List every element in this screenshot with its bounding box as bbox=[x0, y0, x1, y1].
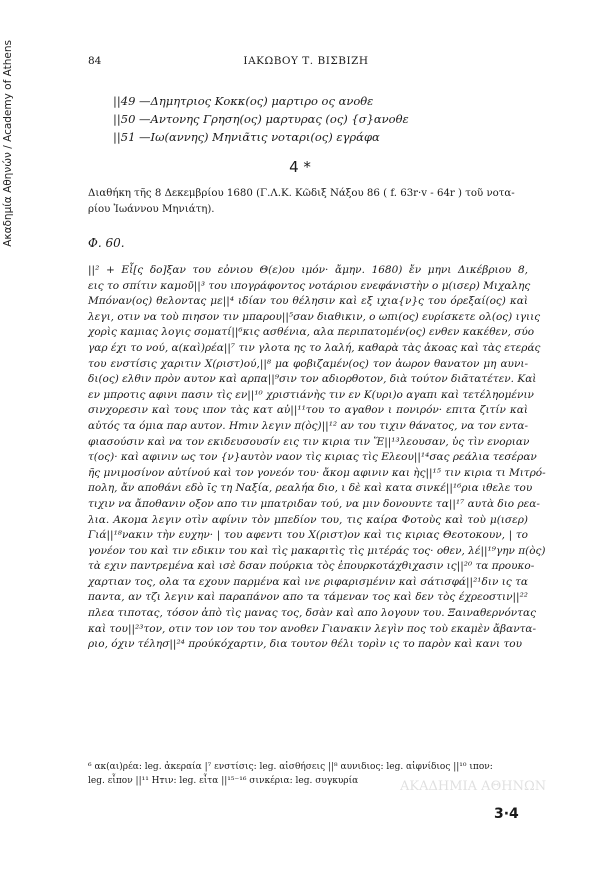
signature-line: ||50 —Αντονης Γρηση(ος) μαρτυρας (ος) {σ}ανοθε bbox=[113, 112, 409, 126]
body-line: λια. Ακομα λεγιν οτὶν αφίνιν τὸν μπεδίον του, τις καίρα Φοτοὺς καὶ τοὺ μ(ισερ) bbox=[88, 513, 528, 526]
body-line: χαρτιαν τος, ολα τα εχουν παρμένα καὶ ινε ριφαρισμένιν καὶ σάτισφά||²¹διν ις τα bbox=[88, 575, 528, 588]
body-line: Γιά||¹⁸νακιν τὴν ευχην· | του αφεντι του Χ(ριστ)ον καὶ τις κιριας Θεοτοκουν, | το bbox=[88, 529, 528, 542]
body-line: χορὶς καμιας λογις σοματί||⁶κις ασθένια, αλα περιπατομέν(ος) ενθεν κακέθεν, σύο bbox=[88, 326, 535, 339]
description-line: Διαθήκη τῆς 8 Δεκεμβρίου 1680 (Γ.Λ.Κ. Κῶδιξ Νάξου 86 ( f. 63r·v - 64r ) τοῦ νοτα- bbox=[88, 188, 515, 199]
section-id: Φ. 60. bbox=[88, 236, 125, 250]
body-line: πλεα τιποτας, τόσον ἀπὸ τὶς μανας τος, δσὰν καὶ απο λογουν του. Ξαιναθερνόντας bbox=[88, 607, 536, 620]
seal-text: ΑΚΑΔΗΜΙΑ ΑΘΗΝΩΝ bbox=[400, 779, 547, 794]
page-number: 84 bbox=[88, 55, 102, 67]
body-line: καὶ του||²³τον, οτιν τον ιον του τον ανοθεν Γιανακιν λεγὶν πος τοὺ εκαμὲν ἄβαντα- bbox=[88, 622, 537, 635]
footer-code: 3·4 bbox=[494, 806, 519, 822]
body-line: Μπόναν(ος) θελοντας με||⁴ ιδίαν του θέλησιν καὶ εξ ιχια{ν}ς του όρεξαί(ος) καὶ bbox=[88, 295, 528, 308]
body-line: του ενστίσις χαριτιν Χ(ριστ)ού,||⁸ μα φοβιζαμέν(ος) τον ἀωρον θανατον μη αυνι- bbox=[88, 357, 528, 370]
description-line: ρίου Ἰωάννου Μηνιάτη). bbox=[88, 203, 215, 215]
academy-seal-watermark bbox=[400, 770, 550, 800]
body-line: τὰ εχιν παντρεμένα καὶ ισὲ δσαν πούρκια τὸς ἐπουρκοτάχθιχασιν ις||²⁰ τα προυκο- bbox=[88, 560, 535, 573]
body-line: αὐτός τα όμια παρ αυτον. Ηтιν λεγιν π(ὸς)||¹² αν του τιχιν θάνατος, να τον εντα- bbox=[88, 419, 528, 432]
footnote-line: leg. εἶπον ||¹¹ Ηтιν: leg. εἶτα ||¹⁵⁻¹⁶ σινκέρια: leg. συγκυρία bbox=[88, 776, 359, 786]
document-number: 4 * bbox=[289, 158, 311, 176]
body-line: δι(ος) ελθιν πρὸν αυτον καὶ αρπα||⁹σιν τον αδιορθοτον, διὰ τούτον διᾶτατέτεν. Καὶ bbox=[88, 373, 537, 386]
body-line: λεγι, οτιν να τοὺ πιησον τιν μπαρου||⁵σαν διαθικιν, ο ωπι(ος) ευρίσκετε ολ(ος) ιγιις bbox=[88, 310, 541, 323]
body-line: σινχορεσιν καὶ τους ιπον τὰς κατ αὐ||¹¹του το αγαθον ι πονιρόν· επιτα ζιτίν καὶ bbox=[88, 404, 528, 417]
signature-line: ||51 —Ιω(αννης) Μηνιᾶτις νοταρι(ος) εγράφα bbox=[113, 130, 380, 144]
body-line: φιασούσιν καὶ να τον εκιδευσουσίν εις τιν κιρια τιν Ἕ||¹³λεουσαν, ὑς τὶν ενοριαν bbox=[88, 435, 530, 448]
body-line: γαρ έχι το νού, α(καὶ)ρέα||⁷ τιν γλοτα ης το λαλή, καθαρὰ τὰς ἀκοας καὶ τὰς ετεράς bbox=[88, 341, 541, 354]
body-line: τ(ος)· καὶ αφινιν ως τον {ν}αυτὸν ναον τὶς κιριας τὶς Ελεου||¹⁴σας ρεάλια τεσέραν bbox=[88, 451, 537, 464]
body-line: εν μπροτις αφινι πασιν τὶς εν||¹⁰ χριστιάνὴς τιν εν Κ(υρι)ο αγαπι καὶ τετέληομένιν bbox=[88, 388, 534, 401]
body-line: τιχιν να ἄποθανιν οξον απο τιν μπατριδαν τού, να μιν δονουντε τα||¹⁷ αυτὰ διο ρεα- bbox=[88, 497, 540, 510]
body-line: ||² + Εἶ[ς δο]ξαν του εὀνιου Θ(ε)ου ιμόν· ἄμην. 1680) ἔν μηνι Δικέβριου 8, bbox=[88, 264, 528, 276]
document-body bbox=[88, 263, 546, 653]
body-line: εις το σπίτιν καμοῦ||³ του ιπογράφοντος νοτάριου ενεφάνιστὴν ο μ(ισερ) Μιχαλης bbox=[88, 279, 531, 292]
body-line: ῆς μνιμοσίνον αὐτίνού καὶ τον γονεόν του· ἄκομ αφινιν και ὴς||¹⁵ τιν κιρια τι Μιτρό- bbox=[88, 466, 546, 479]
body-line: γονέον του καὶ τιν εδικιν του καὶ τὶς μακαριτὶς τὶς μιτέράς τος· οθεν, λέ||¹⁹γην π(ὸς) bbox=[88, 544, 546, 557]
side-watermark: Ακαδημία Αθηνών / Academy of Athens bbox=[2, 40, 14, 247]
signature-lines bbox=[113, 92, 493, 146]
footnote-line: ⁶ ακ(αι)ρέα: leg. ἀκεραία |⁷ ενστίσις: leg. αἰσθήσεις ||⁸ αυνιδιος: leg. αἰφνίδιος ||¹⁰ ιπον: bbox=[88, 762, 493, 772]
body-line: ριο, όχιν τέλησ||²⁴ προύκόχαρτιν, δια τουτον θέλι τορὶν ις το παρὸν καὶ κανι του bbox=[88, 638, 522, 651]
body-line: πολη, ἄν αποθάνι εδὸ ῑς τη Ναξία, ρεαλήα διο, ι δὲ καὶ κατα σινκέ||¹⁶ρια ιθελε του bbox=[88, 482, 533, 495]
body-line: παντα, αν τζι λεγιν καὶ παραπάνον απο τα τάμεναν τος καὶ δεν τὸς έχρεοστιν||²² bbox=[88, 591, 528, 604]
signature-line: ||49 —Δημητριος Κοκκ(ος) μαρτιρο ος ανοθε bbox=[113, 94, 374, 108]
running-head: ΙΑΚΩΒΟΥ Τ. ΒΙΣΒΙΖΗ bbox=[243, 55, 369, 67]
document-description bbox=[88, 186, 528, 217]
page-header bbox=[88, 55, 524, 71]
